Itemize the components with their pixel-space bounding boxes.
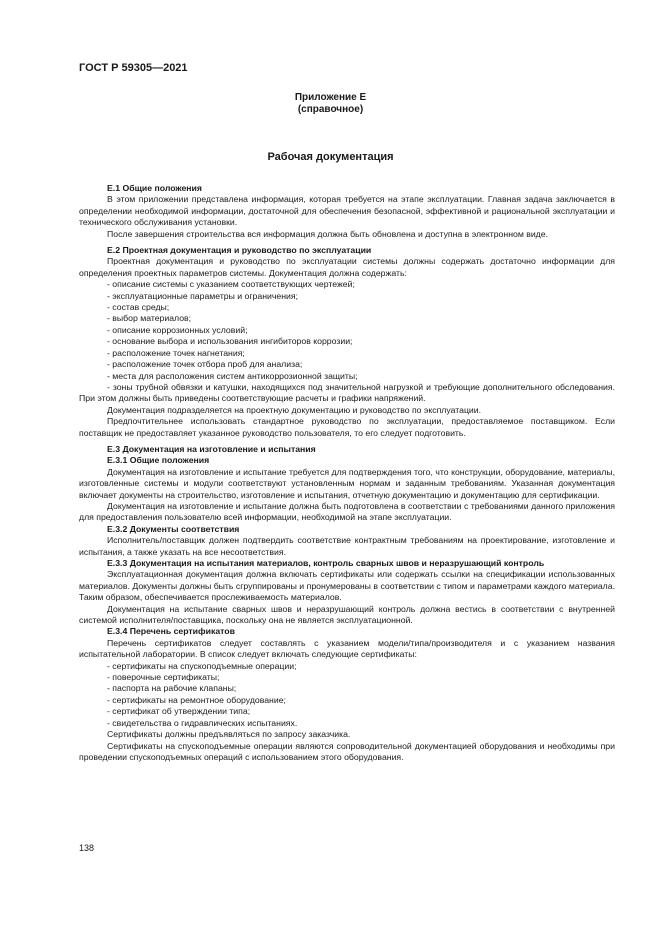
list-item: - места для расположения систем антикоррозионной защиты; (107, 370, 358, 381)
list-item: - расположение точек отбора проб для анализа; (107, 359, 303, 370)
section-e1-heading: Е.1 Общие положения (107, 183, 202, 193)
subsection-e32-paragraph: Исполнитель/поставщик должен подтвердить соответствие контрактным требованиям на проектирование, изготовление и испытания, а также указать на все несоответствия. (79, 535, 615, 557)
document-title: Рабочая документация (267, 151, 394, 163)
section-e1-paragraph: После завершения строительства вся информация должна быть обновлена и доступна в электронном виде. (107, 228, 548, 239)
list-item: - расположение точек нагнетания; (107, 347, 245, 358)
subsection-e31-heading: Е.3.1 Общие положения (107, 455, 210, 466)
section-e1-paragraph: В этом приложении представлена информация, которая требуется на этапе эксплуатации. Главная задача заключается в определении необходимой информации, достаточной для обеспечения безопасной, эффективной и рациональной эксплуатации и технического обслуживания установки. (79, 194, 615, 228)
subsection-e31-paragraph: Документация на изготовление и испытание должна быть подготовлена в соответствии с требованиями данного приложения для предоставления пользователю всей информации, необходимой на этапе эксплуатации. (79, 500, 615, 523)
list-item: - паспорта на рабочие клапаны; (107, 683, 237, 694)
subsection-e33-paragraph: Эксплуатационная документация должна включать сертификаты или содержать ссылки на спецификации использованных материалов. Документы должны быть сгруппированы и пронумерованы в соответствии с типом и параметрами каждого материала. Таким образом, обеспечивается прослеживаемость материалов. (79, 569, 615, 603)
list-item: - зоны трубной обвязки и катушки, находящихся под значительной нагрузкой и требующие дополнительного обследования. При этом должны быть приведены соответствующие расчеты и графики напряжений. (79, 381, 615, 404)
list-item: - сертификаты на спускоподъемные операции; (107, 660, 297, 671)
list-item: - описание системы с указанием соответствующих чертежей; (107, 279, 355, 290)
annex-title: Приложение Е (294, 92, 367, 103)
annex-heading (0, 92, 661, 116)
list-item: - свидетельства о гидравлических испытаниях. (107, 717, 298, 728)
subsection-e34-paragraph: Сертификаты на спускоподъемные операции являются сопроводительной документацией оборудования и необходимы при проведении спускоподъемных операций с использованием этого оборудования. (79, 740, 615, 762)
section-e2-heading: Е.2 Проектная документация и руководство по эксплуатации (107, 245, 372, 256)
section-e3-heading: Е.3 Документация на изготовление и испытания (107, 443, 316, 454)
list-item: - выбор материалов; (107, 313, 192, 324)
list-item: - поверочные сертификаты; (107, 672, 220, 683)
subsection-e34-paragraph: Перечень сертификатов следует составлять с указанием модели/типа/производителя и с указанием названия испытательной лаборатории. В список следует включать следующие сертификаты: (79, 637, 615, 660)
list-item: - описание коррозионных условий; (107, 324, 248, 335)
standard-header: ГОСТ Р 59305—2021 (79, 62, 188, 74)
subsection-e31-paragraph: Документация на изготовление и испытание требуется для подтверждения того, что конструкции, оборудование, материалы, изготовленные системы и модули соответствуют установленным нормам и заданным требованиям. Указанная документация включает документы на строительство, изготовление и испытания, отчетную документацию и документацию для сертификации. (79, 466, 615, 500)
page-number: 138 (79, 843, 95, 853)
section-e2-paragraph: Проектная документация и руководство по эксплуатации системы должны содержать достаточно информации для определения проектных параметров системы. Документация должна содержать: (79, 256, 615, 278)
list-item: - сертификат об утверждении типа; (107, 706, 251, 717)
subsection-e34-heading: Е.3.4 Перечень сертификатов (107, 626, 235, 637)
section-e2-paragraph: Документация подразделяется на проектную документацию и руководство по эксплуатации. (107, 404, 482, 415)
list-item: - эксплуатационные параметры и ограничения; (107, 290, 298, 301)
subsection-e33-heading: Е.3.3 Документация на испытания материалов, контроль сварных швов и неразрушающий контроль (107, 558, 545, 568)
subsection-e33-paragraph: Документация на испытание сварных швов и неразрушающий контроль должна вестись в соответствии с внутренней системой исполнителя/поставщика, поскольку она не является эксплуатационной. (79, 603, 615, 626)
list-item: - сертификаты на ремонтное оборудование; (107, 694, 286, 705)
list-item: - состав среды; (107, 302, 170, 313)
document-body (79, 183, 615, 763)
subsection-e32-heading: Е.3.2 Документы соответствия (107, 523, 240, 534)
list-item: - основание выбора и использования ингибиторов коррозии; (107, 336, 353, 347)
subsection-e34-paragraph: Сертификаты должны предъявляться по запросу заказчика. (107, 729, 351, 740)
annex-type: (справочное) (297, 104, 364, 115)
section-e2-paragraph: Предпочтительнее использовать стандартное руководство по эксплуатации, предоставляемое поставщиком. Если поставщик не предоставляет указанное руководство пользователя, то его следует подготовить. (79, 416, 615, 438)
